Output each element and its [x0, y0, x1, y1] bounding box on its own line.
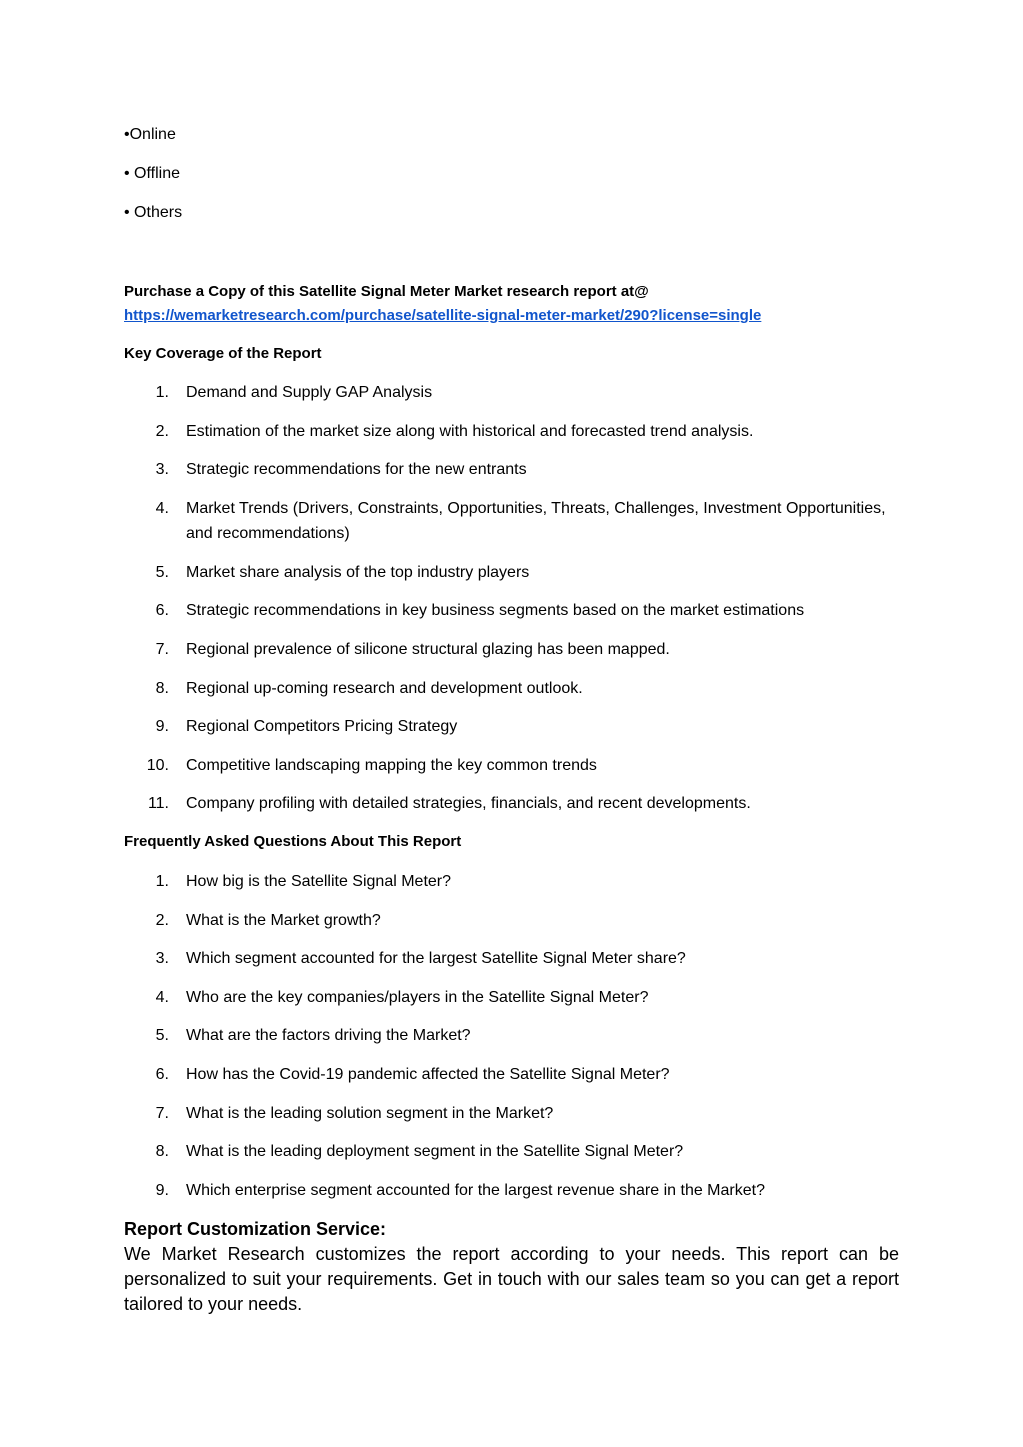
customization-section: [124, 1217, 899, 1317]
customization-text: We Market Research customizes the report according to your needs. This report can be personalized to suit your requirements. Get in touch with our sales team so you can get a report tailored to your needs.: [124, 1244, 899, 1314]
channel-online: •Online: [124, 126, 176, 143]
faq-heading: Frequently Asked Questions About This Report: [124, 833, 462, 850]
channel-offline: • Offline: [124, 165, 180, 182]
purchase-label: Purchase a Copy of this Satellite Signal Meter Market research report at@: [124, 283, 649, 300]
document-page: •Online • Offline • Others Purchase a Copy of this Satellite Signal Meter Market research report at@ https://wemarketresearch.com/purchase/satellite-signal-meter-market/290?license=single Key Coverage of the Report 1. Demand and Supply GAP Analysis 2. Estimation of the market size along with historical and forecasted trend analysis. 3. Strategic recommendations for the new entrants 4. Market Trends (Drivers, Constraints, Opportunities, Threats, Challenges, Investment Opportunities, and recommendations) 5. Market share analysis of the top industry players 6. Strategic recommendations in key business segments based on the market estimations 7. Regional prevalence of silicone structural glazing has been mapped. 8. Regional up-coming research and development outlook. 9. Regional Competitors Pricing Strategy 10. Competitive landscaping mapping the key common trends 11. Company profiling with detailed strategies, financials, and recent developments. Frequently Asked Questions About This Report 1. How big is the Satellite Signal Meter? 2. What is the Market growth? 3. Which segment accounted for the largest Satellite Signal Meter share? 4. Who are the key companies/players in the Satellite Signal Meter? 5. What are the factors driving the Market? 6. How has the Covid-19 pandemic affected the Satellite Signal Meter? 7. What is the leading solution segment in the Market? 8. What is the leading deployment segment in the Satellite Signal Meter? 9. Which enterprise segment accounted for the largest revenue share in the Market? Report Customization Service: We Market Research customizes the report according to your needs. This report can be personalized to suit your requirements. Get in touch with our sales team so you can get a report tailored to your needs.: [0, 0, 1023, 1447]
purchase-link[interactable]: https://wemarketresearch.com/purchase/satellite-signal-meter-market/290?license=single: [124, 307, 762, 324]
key-coverage-heading: Key Coverage of the Report: [124, 345, 322, 362]
purchase-block: [124, 280, 761, 328]
customization-heading: Report Customization Service:: [124, 1219, 387, 1239]
channel-others: • Others: [124, 204, 183, 221]
